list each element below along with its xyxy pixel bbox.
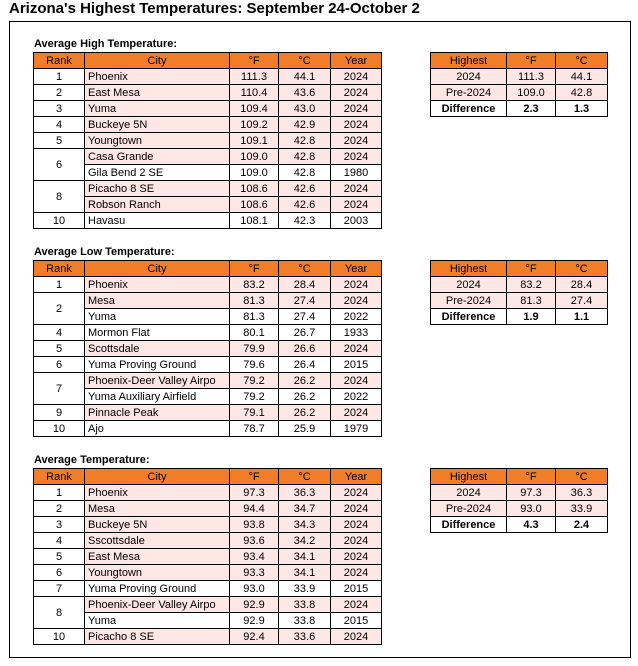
table-header-row xyxy=(34,469,382,485)
f-cell: 109.0 xyxy=(507,85,556,101)
f-cell: 1.9 xyxy=(507,309,556,325)
city-cell: Phoenix xyxy=(85,277,230,293)
city-cell: Pinnacle Peak xyxy=(85,405,230,421)
c-cell: 28.4 xyxy=(556,277,608,293)
header-year: Year xyxy=(331,261,382,277)
rank-cell: 8 xyxy=(34,181,85,213)
f-cell: 109.0 xyxy=(230,165,279,181)
f-cell: 83.2 xyxy=(230,277,279,293)
table-row xyxy=(34,373,382,389)
header-year: Year xyxy=(331,469,382,485)
year-cell: 2024 xyxy=(331,533,382,549)
table-row xyxy=(431,293,608,309)
table-row xyxy=(34,181,382,197)
header-c: °C xyxy=(556,469,608,485)
f-cell: 79.6 xyxy=(230,357,279,373)
f-cell: 109.4 xyxy=(230,101,279,117)
table-row xyxy=(34,389,382,405)
table-header-row xyxy=(431,261,608,277)
ranking-table-avg-high xyxy=(33,52,382,229)
year-cell: 2015 xyxy=(331,357,382,373)
rank-cell: 6 xyxy=(34,149,85,181)
c-cell: 26.4 xyxy=(279,357,331,373)
year-cell: 2003 xyxy=(331,213,382,229)
c-cell: 42.8 xyxy=(279,149,331,165)
year-cell: 2024 xyxy=(331,293,382,309)
year-cell: 2022 xyxy=(331,309,382,325)
city-cell: Casa Grande xyxy=(85,149,230,165)
f-cell: 109.1 xyxy=(230,133,279,149)
year-cell: 2024 xyxy=(331,149,382,165)
table-row xyxy=(34,613,382,629)
f-cell: 97.3 xyxy=(507,485,556,501)
table-row xyxy=(34,213,382,229)
c-cell: 26.2 xyxy=(279,389,331,405)
compare-label: Pre-2024 xyxy=(431,293,507,309)
city-cell: Buckeye 5N xyxy=(85,517,230,533)
year-cell: 2015 xyxy=(331,581,382,597)
section-label-avg-low: Average Low Temperature: xyxy=(34,246,175,258)
table-header-row xyxy=(34,53,382,69)
rank-cell: 7 xyxy=(34,581,85,597)
rank-cell: 6 xyxy=(34,565,85,581)
header-f: °F xyxy=(507,53,556,69)
rank-cell: 5 xyxy=(34,341,85,357)
header-f: °F xyxy=(507,469,556,485)
table-row xyxy=(34,197,382,213)
year-cell: 2024 xyxy=(331,181,382,197)
c-cell: 43.6 xyxy=(279,85,331,101)
table-row xyxy=(34,549,382,565)
f-cell: 81.3 xyxy=(230,293,279,309)
year-cell: 2024 xyxy=(331,501,382,517)
city-cell: Robson Ranch xyxy=(85,197,230,213)
rank-cell: 10 xyxy=(34,629,85,645)
f-cell: 111.3 xyxy=(230,69,279,85)
table-row xyxy=(34,117,382,133)
rank-cell: 3 xyxy=(34,101,85,117)
table-row xyxy=(34,581,382,597)
city-cell: Mormon Flat xyxy=(85,325,230,341)
header-c: °C xyxy=(279,53,331,69)
f-cell: 4.3 xyxy=(507,517,556,533)
header-highest: Highest xyxy=(431,53,507,69)
c-cell: 33.8 xyxy=(279,597,331,613)
city-cell: Youngtown xyxy=(85,133,230,149)
table-row xyxy=(431,309,608,325)
rank-cell: 7 xyxy=(34,373,85,405)
year-cell: 2024 xyxy=(331,117,382,133)
f-cell: 93.8 xyxy=(230,517,279,533)
year-cell: 1979 xyxy=(331,421,382,437)
compare-label: Pre-2024 xyxy=(431,501,507,517)
year-cell: 2024 xyxy=(331,341,382,357)
city-cell: East Mesa xyxy=(85,549,230,565)
table-row xyxy=(34,341,382,357)
city-cell: Sscottsdale xyxy=(85,533,230,549)
rank-cell: 2 xyxy=(34,85,85,101)
c-cell: 34.3 xyxy=(279,517,331,533)
city-cell: Yuma Proving Ground xyxy=(85,581,230,597)
c-cell: 44.1 xyxy=(279,69,331,85)
c-cell: 26.2 xyxy=(279,373,331,389)
city-cell: Yuma xyxy=(85,309,230,325)
ranking-table-avg-low xyxy=(33,260,382,437)
c-cell: 33.6 xyxy=(279,629,331,645)
year-cell: 2024 xyxy=(331,69,382,85)
f-cell: 110.4 xyxy=(230,85,279,101)
header-rank: Rank xyxy=(34,53,85,69)
f-cell: 83.2 xyxy=(507,277,556,293)
table-row xyxy=(34,165,382,181)
f-cell: 93.4 xyxy=(230,549,279,565)
f-cell: 93.0 xyxy=(507,501,556,517)
year-cell: 2024 xyxy=(331,133,382,149)
compare-label: 2024 xyxy=(431,69,507,85)
f-cell: 81.3 xyxy=(507,293,556,309)
year-cell: 2024 xyxy=(331,405,382,421)
table-row xyxy=(431,485,608,501)
rank-cell: 1 xyxy=(34,277,85,293)
c-cell: 42.8 xyxy=(556,85,608,101)
c-cell: 33.9 xyxy=(279,581,331,597)
city-cell: Phoenix xyxy=(85,69,230,85)
c-cell: 28.4 xyxy=(279,277,331,293)
c-cell: 42.3 xyxy=(279,213,331,229)
header-rank: Rank xyxy=(34,261,85,277)
rank-cell: 1 xyxy=(34,69,85,85)
comparison-table-avg-high xyxy=(430,52,608,117)
city-cell: Yuma Auxiliary Airfield xyxy=(85,389,230,405)
c-cell: 27.4 xyxy=(279,293,331,309)
header-c: °C xyxy=(556,53,608,69)
city-cell: Picacho 8 SE xyxy=(85,629,230,645)
rank-cell: 10 xyxy=(34,213,85,229)
table-row xyxy=(34,277,382,293)
header-f: °F xyxy=(230,469,279,485)
c-cell: 36.3 xyxy=(556,485,608,501)
c-cell: 42.9 xyxy=(279,117,331,133)
table-row xyxy=(34,357,382,373)
year-cell: 2024 xyxy=(331,85,382,101)
table-row xyxy=(431,101,608,117)
rank-cell: 4 xyxy=(34,325,85,341)
f-cell: 79.2 xyxy=(230,389,279,405)
rank-cell: 6 xyxy=(34,357,85,373)
year-cell: 2022 xyxy=(331,389,382,405)
table-row xyxy=(34,501,382,517)
compare-label: 2024 xyxy=(431,485,507,501)
f-cell: 81.3 xyxy=(230,309,279,325)
table-row xyxy=(34,421,382,437)
rank-cell: 3 xyxy=(34,517,85,533)
header-c: °C xyxy=(556,261,608,277)
rank-cell: 2 xyxy=(34,293,85,325)
table-row xyxy=(34,485,382,501)
city-cell: Ajo xyxy=(85,421,230,437)
table-row xyxy=(34,597,382,613)
header-highest: Highest xyxy=(431,469,507,485)
c-cell: 34.1 xyxy=(279,565,331,581)
year-cell: 2015 xyxy=(331,613,382,629)
c-cell: 27.4 xyxy=(556,293,608,309)
table-row xyxy=(34,101,382,117)
f-cell: 93.0 xyxy=(230,581,279,597)
f-cell: 108.1 xyxy=(230,213,279,229)
header-f: °F xyxy=(507,261,556,277)
f-cell: 108.6 xyxy=(230,181,279,197)
f-cell: 2.3 xyxy=(507,101,556,117)
table-header-row xyxy=(431,469,608,485)
table-row xyxy=(34,405,382,421)
city-cell: Scottsdale xyxy=(85,341,230,357)
year-cell: 2024 xyxy=(331,629,382,645)
header-f: °F xyxy=(230,261,279,277)
table-row xyxy=(431,69,608,85)
table-row xyxy=(34,309,382,325)
c-cell: 42.6 xyxy=(279,197,331,213)
f-cell: 79.9 xyxy=(230,341,279,357)
rank-cell: 10 xyxy=(34,421,85,437)
c-cell: 27.4 xyxy=(279,309,331,325)
table-row xyxy=(34,533,382,549)
table-row xyxy=(34,133,382,149)
city-cell: Yuma xyxy=(85,613,230,629)
city-cell: Phoenix-Deer Valley Airpo xyxy=(85,373,230,389)
f-cell: 79.2 xyxy=(230,373,279,389)
rank-cell: 4 xyxy=(34,533,85,549)
f-cell: 80.1 xyxy=(230,325,279,341)
year-cell: 2024 xyxy=(331,373,382,389)
header-city: City xyxy=(85,53,230,69)
table-row xyxy=(34,293,382,309)
table-row xyxy=(34,85,382,101)
c-cell: 1.1 xyxy=(556,309,608,325)
ranking-table-avg-temp xyxy=(33,468,382,645)
table-row xyxy=(34,69,382,85)
year-cell: 2024 xyxy=(331,101,382,117)
c-cell: 36.3 xyxy=(279,485,331,501)
rank-cell: 5 xyxy=(34,133,85,149)
header-rank: Rank xyxy=(34,469,85,485)
city-cell: Phoenix-Deer Valley Airpo xyxy=(85,597,230,613)
city-cell: Yuma xyxy=(85,101,230,117)
year-cell: 2024 xyxy=(331,485,382,501)
year-cell: 2024 xyxy=(331,277,382,293)
f-cell: 79.1 xyxy=(230,405,279,421)
table-row xyxy=(431,277,608,293)
c-cell: 44.1 xyxy=(556,69,608,85)
f-cell: 92.9 xyxy=(230,613,279,629)
c-cell: 26.2 xyxy=(279,405,331,421)
header-year: Year xyxy=(331,53,382,69)
rank-cell: 9 xyxy=(34,405,85,421)
c-cell: 34.1 xyxy=(279,549,331,565)
header-f: °F xyxy=(230,53,279,69)
f-cell: 93.3 xyxy=(230,565,279,581)
city-cell: Youngtown xyxy=(85,565,230,581)
f-cell: 78.7 xyxy=(230,421,279,437)
table-row xyxy=(34,629,382,645)
c-cell: 43.0 xyxy=(279,101,331,117)
rank-cell: 5 xyxy=(34,549,85,565)
table-row xyxy=(34,517,382,533)
c-cell: 34.2 xyxy=(279,533,331,549)
table-row xyxy=(431,501,608,517)
city-cell: East Mesa xyxy=(85,85,230,101)
rank-cell: 2 xyxy=(34,501,85,517)
c-cell: 33.8 xyxy=(279,613,331,629)
header-city: City xyxy=(85,261,230,277)
header-city: City xyxy=(85,469,230,485)
f-cell: 108.6 xyxy=(230,197,279,213)
year-cell: 2024 xyxy=(331,597,382,613)
c-cell: 42.6 xyxy=(279,181,331,197)
comparison-table-avg-temp xyxy=(430,468,608,533)
city-cell: Phoenix xyxy=(85,485,230,501)
c-cell: 25.9 xyxy=(279,421,331,437)
table-header-row xyxy=(431,53,608,69)
page-title: Arizona's Highest Temperatures: September 24-October 2 xyxy=(9,0,420,17)
comparison-table-avg-low xyxy=(430,260,608,325)
city-cell: Buckeye 5N xyxy=(85,117,230,133)
compare-label: Difference xyxy=(431,309,507,325)
compare-label: Difference xyxy=(431,517,507,533)
year-cell: 2024 xyxy=(331,197,382,213)
f-cell: 109.0 xyxy=(230,149,279,165)
city-cell: Havasu xyxy=(85,213,230,229)
table-row xyxy=(34,149,382,165)
f-cell: 97.3 xyxy=(230,485,279,501)
c-cell: 33.9 xyxy=(556,501,608,517)
city-cell: Yuma Proving Ground xyxy=(85,357,230,373)
f-cell: 93.6 xyxy=(230,533,279,549)
table-row xyxy=(34,565,382,581)
c-cell: 26.6 xyxy=(279,341,331,357)
rank-cell: 1 xyxy=(34,485,85,501)
year-cell: 1933 xyxy=(331,325,382,341)
f-cell: 92.9 xyxy=(230,597,279,613)
rank-cell: 4 xyxy=(34,117,85,133)
c-cell: 42.8 xyxy=(279,165,331,181)
table-row xyxy=(34,325,382,341)
year-cell: 2024 xyxy=(331,517,382,533)
year-cell: 2024 xyxy=(331,549,382,565)
section-label-avg-high: Average High Temperature: xyxy=(34,38,178,50)
header-c: °C xyxy=(279,261,331,277)
year-cell: 1980 xyxy=(331,165,382,181)
c-cell: 34.7 xyxy=(279,501,331,517)
header-highest: Highest xyxy=(431,261,507,277)
table-row xyxy=(431,517,608,533)
city-cell: Picacho 8 SE xyxy=(85,181,230,197)
compare-label: 2024 xyxy=(431,277,507,293)
f-cell: 109.2 xyxy=(230,117,279,133)
section-label-avg-temp: Average Temperature: xyxy=(34,454,150,466)
compare-label: Pre-2024 xyxy=(431,85,507,101)
table-header-row xyxy=(34,261,382,277)
city-cell: Gila Bend 2 SE xyxy=(85,165,230,181)
city-cell: Mesa xyxy=(85,293,230,309)
f-cell: 92.4 xyxy=(230,629,279,645)
compare-label: Difference xyxy=(431,101,507,117)
c-cell: 1.3 xyxy=(556,101,608,117)
year-cell: 2024 xyxy=(331,565,382,581)
f-cell: 111.3 xyxy=(507,69,556,85)
c-cell: 2.4 xyxy=(556,517,608,533)
rank-cell: 8 xyxy=(34,597,85,629)
city-cell: Mesa xyxy=(85,501,230,517)
header-c: °C xyxy=(279,469,331,485)
c-cell: 26.7 xyxy=(279,325,331,341)
f-cell: 94.4 xyxy=(230,501,279,517)
table-row xyxy=(431,85,608,101)
c-cell: 42.8 xyxy=(279,133,331,149)
